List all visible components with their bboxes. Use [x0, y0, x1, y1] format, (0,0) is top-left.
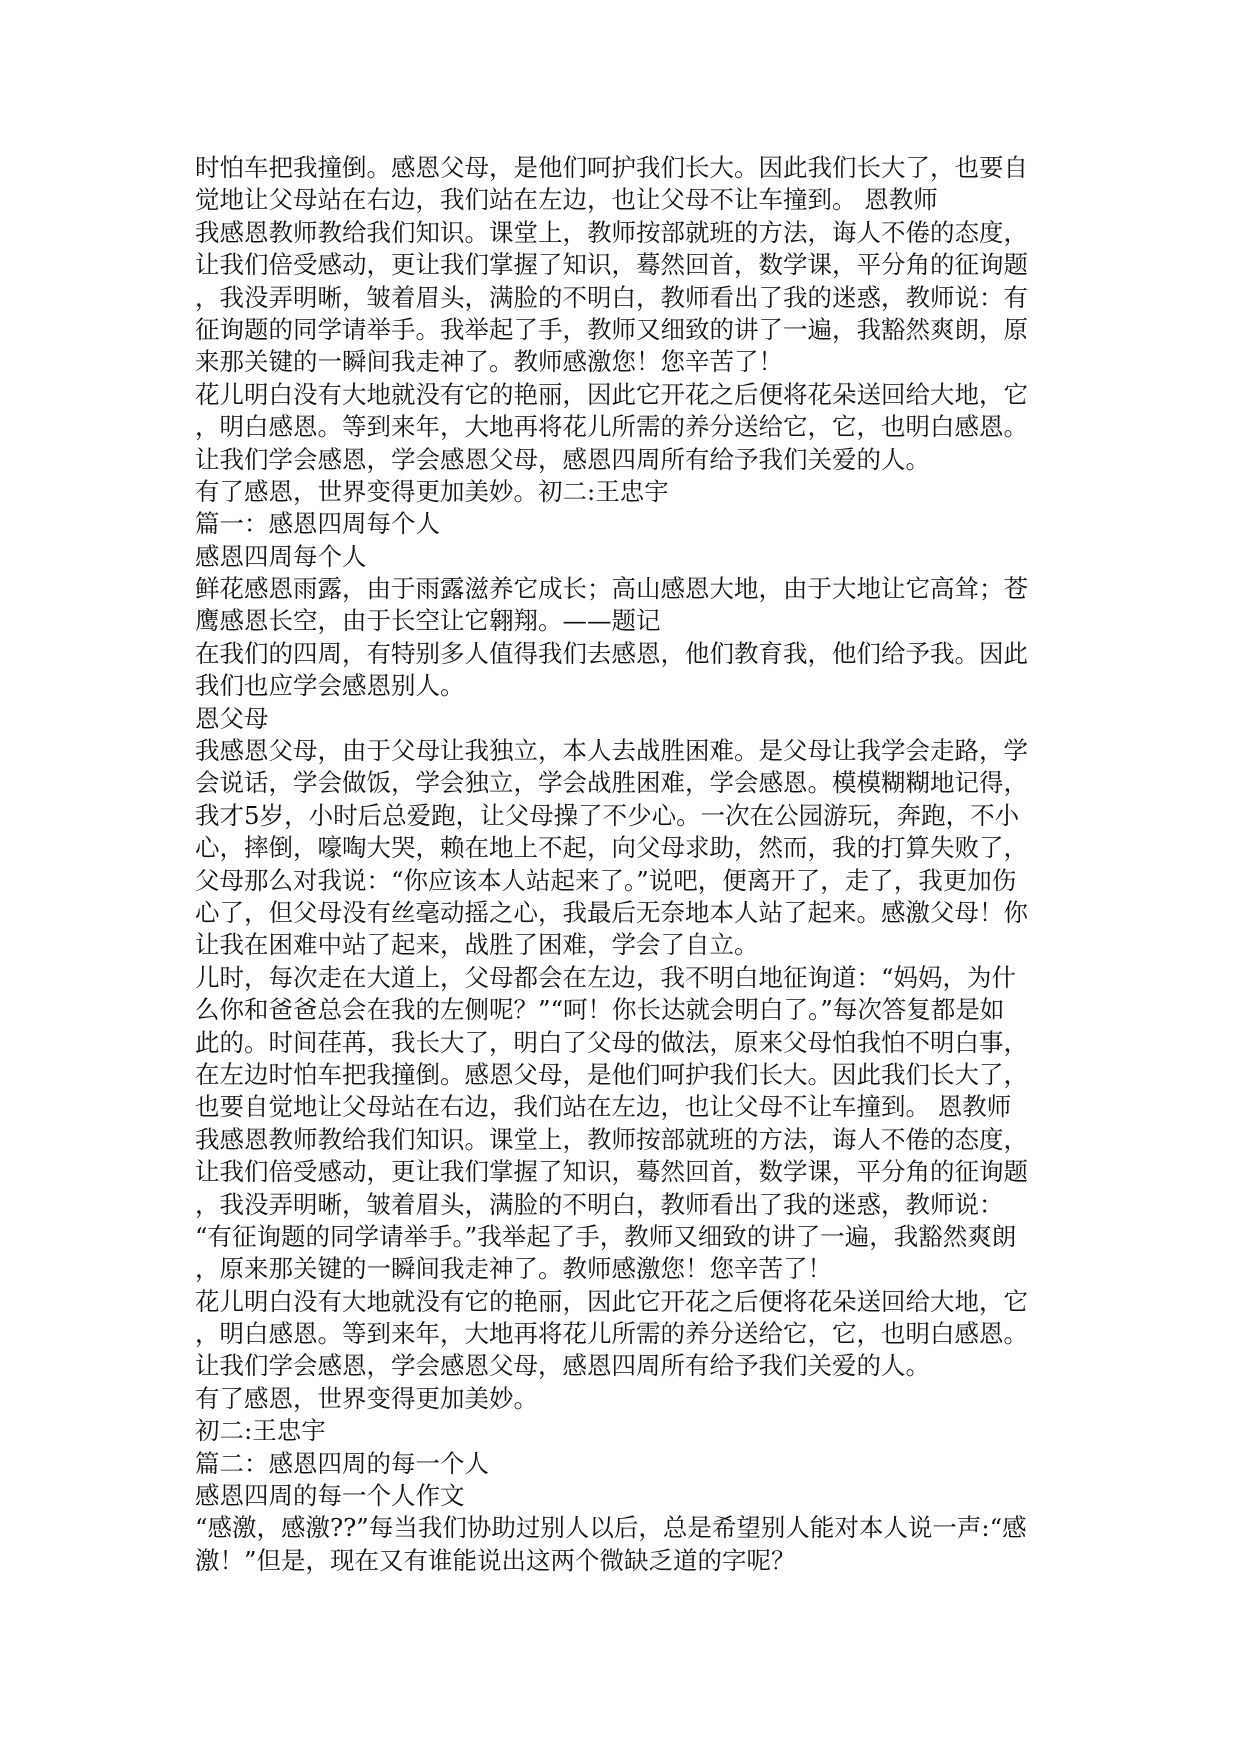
text-line: 让我们倍受感动，更让我们掌握了知识，蓦然回首，数学课，平分角的征询题 — [195, 250, 1028, 280]
text-line: 让我们学会感恩，学会感恩父母，感恩四周所有给予我们关爱的人。 — [195, 1351, 930, 1381]
text-line: 让我们倍受感动，更让我们掌握了知识，蓦然回首，数学课，平分角的征询题 — [195, 1157, 1028, 1187]
text-line: 我感恩父母，由于父母让我独立，本人去战胜困难。是父母让我学会走路，学 — [195, 736, 1028, 766]
text-line: 让我们学会感恩，学会感恩父母，感恩四周所有给予我们关爱的人。 — [195, 444, 930, 474]
text-line: 在我们的四周，有特别多人值得我们去感恩，他们教育我，他们给予我。因此 — [195, 638, 1028, 668]
text-line: 心，摔倒，嚎啕大哭，赖在地上不起，向父母求助，然而，我的打算失败了， — [195, 833, 1028, 863]
text-line: ，我没弄明晰，皱着眉头，满脸的不明白，教师看出了我的迷惑，教师说： — [195, 1189, 1004, 1219]
text-line: 花儿明白没有大地就没有它的艳丽，因此它开花之后便将花朵送回给大地，它 — [195, 1286, 1028, 1316]
text-line: 在左边时怕车把我撞倒。感恩父母，是他们呵护我们长大。因此我们长大了， — [195, 1059, 1028, 1089]
text-line: 我们也应学会感恩别人。 — [195, 671, 465, 701]
document-body — [195, 152, 1055, 1577]
text-line: 会说话，学会做饭，学会独立，学会战胜困难，学会感恩。模模糊糊地记得， — [195, 768, 1028, 798]
text-line: 鹰感恩长空，由于长空让它翱翔。——题记 — [195, 606, 661, 636]
text-line: 有了感恩，世界变得更加美妙。初二:王忠宇 — [195, 476, 669, 506]
text-line: 花儿明白没有大地就没有它的艳丽，因此它开花之后便将花朵送回给大地，它 — [195, 379, 1028, 409]
article-title: 感恩四周的每一个人作文 — [195, 1481, 465, 1511]
text-line: ，原来那关键的一瞬间我走神了。教师感激您！您辛苦了！ — [195, 1254, 832, 1284]
text-line: ，我没弄明晰，皱着眉头，满脸的不明白，教师看出了我的迷惑，教师说：有 — [195, 282, 1028, 312]
text-line: 我感恩教师教给我们知识。课堂上，教师按部就班的方法，诲人不倦的态度， — [195, 1124, 1028, 1154]
text-line: 鲜花感恩雨露，由于雨露滋养它成长；高山感恩大地，由于大地让它高耸；苍 — [195, 574, 1028, 604]
text-line: 觉地让父母站在右边，我们站在左边，也让父母不让车撞到。 恩教师 — [195, 185, 938, 215]
text-line: 有了感恩，世界变得更加美妙。 — [195, 1383, 538, 1413]
text-line: ，明白感恩。等到来年，大地再将花儿所需的养分送给它，它，也明白感恩。 — [195, 1319, 1028, 1349]
text-line: ，明白感恩。等到来年，大地再将花儿所需的养分送给它，它，也明白感恩。 — [195, 412, 1028, 442]
text-line: 也要自觉地让父母站在右边，我们站在左边，也让父母不让车撞到。 恩教师 — [195, 1092, 1012, 1122]
article-title: 感恩四周每个人 — [195, 541, 367, 571]
text-line: “有征询题的同学请举手。”我举起了手，教师又细致的讲了一遍，我豁然爽朗 — [195, 1221, 1017, 1251]
text-line: 来那关键的一瞬间我走神了。教师感激您！您辛苦了！ — [195, 347, 783, 377]
text-line: 儿时，每次走在大道上，父母都会在左边，我不明白地征询道：“妈妈，为什 — [195, 962, 1017, 992]
text-line: 我感恩教师教给我们知识。课堂上，教师按部就班的方法，诲人不倦的态度， — [195, 217, 1028, 247]
section-heading: 篇二：感恩四周的每一个人 — [195, 1448, 489, 1478]
text-line: 激！”但是，现在又有谁能说出这两个微缺乏道的字呢？ — [195, 1545, 796, 1575]
text-line: 父母那么对我说：“你应该本人站起来了。”说吧，便离开了，走了，我更加伤 — [195, 865, 1017, 895]
text-line: 么你和爸爸总会在我的左侧呢？”“呵！你长达就会明白了。”每次答复都是如 — [195, 995, 1005, 1025]
text-line: 此的。时间荏苒，我长大了，明白了父母的做法，原来父母怕我怕不明白事， — [195, 1027, 1028, 1057]
text-line: 时怕车把我撞倒。感恩父母，是他们呵护我们长大。因此我们长大了，也要自 — [195, 153, 1028, 182]
author-line: 初二:王忠宇 — [195, 1416, 326, 1446]
section-heading: 篇一：感恩四周每个人 — [195, 509, 440, 539]
text-line: 我才5岁，小时后总爱跑，让父母操了不少心。一次在公园游玩，奔跑，不小 — [195, 800, 1020, 830]
text-line: 征询题的同学请举手。我举起了手，教师又细致的讲了一遍，我豁然爽朗，原 — [195, 314, 1028, 344]
text-line: “感激，感激??”每当我们协助过别人以后，总是希望别人能对本人说一声:“感 — [195, 1513, 1027, 1543]
text-line: 心了，但父母没有丝毫动摇之心，我最后无奈地本人站了起来。感激父母！你 — [195, 897, 1028, 927]
subheading: 恩父母 — [195, 703, 269, 733]
text-line: 让我在困难中站了起来，战胜了困难，学会了自立。 — [195, 930, 759, 960]
